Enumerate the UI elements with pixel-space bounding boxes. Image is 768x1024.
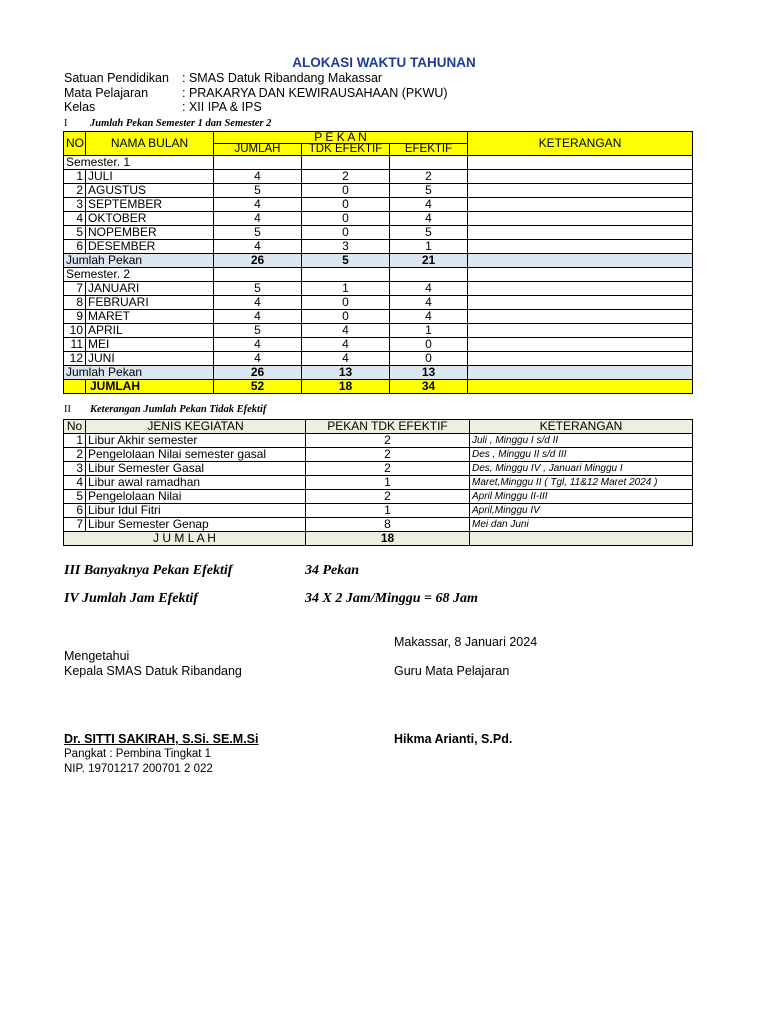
activity-no: 5 bbox=[64, 490, 86, 504]
activity-name: Pengelolaan Nilai semester gasal bbox=[86, 448, 306, 462]
principal-name: Dr. SITTI SAKIRAH, S.Si. SE.M.Si bbox=[64, 732, 259, 746]
month-no: 10 bbox=[64, 324, 86, 338]
section-title: Jumlah Pekan Semester 1 dan Semester 2 bbox=[90, 118, 272, 129]
month-efektif: 5 bbox=[390, 226, 468, 240]
section2-heading bbox=[64, 404, 266, 415]
month-row bbox=[64, 338, 693, 352]
month-efektif: 4 bbox=[390, 212, 468, 226]
section2-total-label: J U M L A H bbox=[64, 532, 306, 546]
info-value: : PRAKARYA DAN KEWIRAUSAHAAN (PKWU) bbox=[182, 86, 448, 100]
month-name: DESEMBER bbox=[86, 240, 214, 254]
month-jumlah: 5 bbox=[214, 226, 302, 240]
info-class bbox=[64, 100, 262, 114]
activity-row bbox=[64, 462, 693, 476]
activity-name: Pengelolaan Nilai bbox=[86, 490, 306, 504]
activity-no: 1 bbox=[64, 434, 86, 448]
activity-pekan: 2 bbox=[306, 462, 470, 476]
header-no: NO bbox=[64, 132, 86, 156]
month-jumlah: 4 bbox=[214, 212, 302, 226]
activity-keterangan: Des, Minggu IV , Januari Minggu I bbox=[470, 462, 693, 476]
section2-total-pekan: 18 bbox=[306, 532, 470, 546]
month-row bbox=[64, 240, 693, 254]
month-name: NOPEMBER bbox=[86, 226, 214, 240]
activity-keterangan: Maret,Minggu II ( Tgl, 11&12 Maret 2024 ) bbox=[470, 476, 693, 490]
month-keterangan bbox=[468, 296, 693, 310]
month-efektif: 0 bbox=[390, 338, 468, 352]
activity-row bbox=[64, 434, 693, 448]
month-keterangan bbox=[468, 170, 693, 184]
month-tdk-efektif: 0 bbox=[302, 310, 390, 324]
month-name: APRIL bbox=[86, 324, 214, 338]
semester2-label: Semester. 2 bbox=[64, 268, 214, 282]
month-name: MEI bbox=[86, 338, 214, 352]
activity-pekan: 2 bbox=[306, 448, 470, 462]
month-keterangan bbox=[468, 282, 693, 296]
month-no: 9 bbox=[64, 310, 86, 324]
grand-total-efektif: 34 bbox=[390, 380, 468, 394]
activity-no: 2 bbox=[64, 448, 86, 462]
month-tdk-efektif: 4 bbox=[302, 324, 390, 338]
activity-name: Libur Semester Gasal bbox=[86, 462, 306, 476]
activity-no: 4 bbox=[64, 476, 86, 490]
info-label: Mata Pelajaran bbox=[64, 86, 149, 100]
activity-keterangan: Des , Minggu II s/d III bbox=[470, 448, 693, 462]
month-tdk-efektif: 0 bbox=[302, 226, 390, 240]
principal-title: Kepala SMAS Datuk Ribandang bbox=[64, 664, 242, 678]
header-keterangan: KETERANGAN bbox=[470, 420, 693, 434]
month-no: 11 bbox=[64, 338, 86, 352]
month-row bbox=[64, 282, 693, 296]
month-name: JUNI bbox=[86, 352, 214, 366]
semester1-total-tdk: 5 bbox=[302, 254, 390, 268]
teacher-title: Guru Mata Pelajaran bbox=[394, 664, 510, 678]
month-efektif: 5 bbox=[390, 184, 468, 198]
activity-name: Libur awal ramadhan bbox=[86, 476, 306, 490]
month-keterangan bbox=[468, 184, 693, 198]
activity-pekan: 8 bbox=[306, 518, 470, 532]
month-jumlah: 4 bbox=[214, 240, 302, 254]
month-jumlah: 4 bbox=[214, 198, 302, 212]
month-efektif: 4 bbox=[390, 198, 468, 212]
month-keterangan bbox=[468, 240, 693, 254]
month-tdk-efektif: 0 bbox=[302, 184, 390, 198]
grand-total-tdk: 18 bbox=[302, 380, 390, 394]
month-name: FEBRUARI bbox=[86, 296, 214, 310]
semester1-label: Semester. 1 bbox=[64, 156, 214, 170]
month-keterangan bbox=[468, 310, 693, 324]
month-efektif: 4 bbox=[390, 296, 468, 310]
header-pekan: P E K A N bbox=[214, 132, 468, 144]
month-row bbox=[64, 198, 693, 212]
month-tdk-efektif: 0 bbox=[302, 212, 390, 226]
header-jumlah: JUMLAH bbox=[214, 144, 302, 156]
header-jenis-kegiatan: JENIS KEGIATAN bbox=[86, 420, 306, 434]
info-label: Kelas bbox=[64, 100, 96, 114]
month-jumlah: 4 bbox=[214, 310, 302, 324]
info-subject bbox=[64, 86, 448, 100]
activity-keterangan: Juli , Minggu I s/d II bbox=[470, 434, 693, 448]
month-row bbox=[64, 310, 693, 324]
month-no: 6 bbox=[64, 240, 86, 254]
activity-pekan: 1 bbox=[306, 476, 470, 490]
month-row bbox=[64, 226, 693, 240]
month-name: JANUARI bbox=[86, 282, 214, 296]
info-label: Satuan Pendidikan bbox=[64, 71, 169, 85]
month-tdk-efektif: 3 bbox=[302, 240, 390, 254]
semester2-total-label: Jumlah Pekan bbox=[64, 366, 214, 380]
activity-row bbox=[64, 518, 693, 532]
month-no: 8 bbox=[64, 296, 86, 310]
principal-rank: Pangkat : Pembina Tingkat 1 bbox=[64, 748, 212, 760]
table-non-effective bbox=[63, 419, 693, 546]
teacher-name: Hikma Arianti, S.Pd. bbox=[394, 732, 513, 746]
semester2-total-jumlah: 26 bbox=[214, 366, 302, 380]
month-efektif: 2 bbox=[390, 170, 468, 184]
activity-row bbox=[64, 448, 693, 462]
activity-row bbox=[64, 490, 693, 504]
month-efektif: 4 bbox=[390, 282, 468, 296]
activity-pekan: 2 bbox=[306, 434, 470, 448]
month-jumlah: 5 bbox=[214, 324, 302, 338]
section3-label: III Banyaknya Pekan Efektif bbox=[64, 563, 233, 578]
month-keterangan bbox=[468, 198, 693, 212]
semester1-total-jumlah: 26 bbox=[214, 254, 302, 268]
activity-no: 3 bbox=[64, 462, 86, 476]
activity-row bbox=[64, 476, 693, 490]
month-name: OKTOBER bbox=[86, 212, 214, 226]
month-row bbox=[64, 212, 693, 226]
month-tdk-efektif: 4 bbox=[302, 338, 390, 352]
month-jumlah: 4 bbox=[214, 170, 302, 184]
month-jumlah: 4 bbox=[214, 352, 302, 366]
section-number: II bbox=[64, 404, 71, 415]
header-no: No bbox=[64, 420, 86, 434]
principal-nip: NIP. 19701217 200701 2 022 bbox=[64, 763, 213, 775]
grand-total-jumlah: 52 bbox=[214, 380, 302, 394]
month-jumlah: 5 bbox=[214, 282, 302, 296]
month-row bbox=[64, 324, 693, 338]
activity-row bbox=[64, 504, 693, 518]
month-keterangan bbox=[468, 226, 693, 240]
month-keterangan bbox=[468, 212, 693, 226]
month-no: 4 bbox=[64, 212, 86, 226]
activity-keterangan: April Minggu II-III bbox=[470, 490, 693, 504]
activity-pekan: 1 bbox=[306, 504, 470, 518]
month-name: AGUSTUS bbox=[86, 184, 214, 198]
month-keterangan bbox=[468, 352, 693, 366]
header-nama-bulan: NAMA BULAN bbox=[86, 132, 214, 156]
month-no: 2 bbox=[64, 184, 86, 198]
section4-label: IV Jumlah Jam Efektif bbox=[64, 591, 198, 606]
grand-total-label: JUMLAH bbox=[86, 380, 214, 394]
activity-name: Libur Semester Genap bbox=[86, 518, 306, 532]
month-row bbox=[64, 352, 693, 366]
month-no: 1 bbox=[64, 170, 86, 184]
month-jumlah: 5 bbox=[214, 184, 302, 198]
month-name: JULI bbox=[86, 170, 214, 184]
document-title: ALOKASI WAKTU TAHUNAN bbox=[292, 55, 476, 70]
month-tdk-efektif: 0 bbox=[302, 296, 390, 310]
month-no: 3 bbox=[64, 198, 86, 212]
semester2-total-efektif: 13 bbox=[390, 366, 468, 380]
header-efektif: EFEKTIF bbox=[390, 144, 468, 156]
table-weeks bbox=[63, 131, 693, 394]
activity-keterangan: April,Minggu IV bbox=[470, 504, 693, 518]
month-keterangan bbox=[468, 324, 693, 338]
month-row bbox=[64, 170, 693, 184]
header-keterangan: KETERANGAN bbox=[468, 132, 693, 156]
month-tdk-efektif: 4 bbox=[302, 352, 390, 366]
month-efektif: 0 bbox=[390, 352, 468, 366]
activity-no: 6 bbox=[64, 504, 86, 518]
month-tdk-efektif: 0 bbox=[302, 198, 390, 212]
semester1-total-label: Jumlah Pekan bbox=[64, 254, 214, 268]
acknowledged-label: Mengetahui bbox=[64, 649, 130, 663]
activity-name: Libur Akhir semester bbox=[86, 434, 306, 448]
info-value: : SMAS Datuk Ribandang Makassar bbox=[182, 71, 383, 85]
month-tdk-efektif: 2 bbox=[302, 170, 390, 184]
info-school bbox=[64, 71, 382, 85]
info-value: : XII IPA & IPS bbox=[182, 100, 262, 114]
semester2-total-tdk: 13 bbox=[302, 366, 390, 380]
section1-heading bbox=[64, 118, 271, 129]
month-efektif: 1 bbox=[390, 324, 468, 338]
month-jumlah: 4 bbox=[214, 296, 302, 310]
month-efektif: 4 bbox=[390, 310, 468, 324]
month-no: 5 bbox=[64, 226, 86, 240]
header-pekan-tdk-efektif: PEKAN TDK EFEKTIF bbox=[306, 420, 470, 434]
month-name: MARET bbox=[86, 310, 214, 324]
month-tdk-efektif: 1 bbox=[302, 282, 390, 296]
month-keterangan bbox=[468, 338, 693, 352]
activity-keterangan: Mei dan Juni bbox=[470, 518, 693, 532]
section-number: I bbox=[64, 118, 68, 129]
activity-pekan: 2 bbox=[306, 490, 470, 504]
month-row bbox=[64, 296, 693, 310]
month-row bbox=[64, 184, 693, 198]
header-tdk-efektif: TDK EFEKTIF bbox=[302, 144, 390, 156]
month-efektif: 1 bbox=[390, 240, 468, 254]
month-no: 7 bbox=[64, 282, 86, 296]
activity-name: Libur Idul Fitri bbox=[86, 504, 306, 518]
month-jumlah: 4 bbox=[214, 338, 302, 352]
section4-value: 34 X 2 Jam/Minggu = 68 Jam bbox=[305, 591, 478, 606]
section3-value: 34 Pekan bbox=[305, 563, 360, 578]
semester1-total-efektif: 21 bbox=[390, 254, 468, 268]
month-name: SEPTEMBER bbox=[86, 198, 214, 212]
activity-no: 7 bbox=[64, 518, 86, 532]
section-title: Keterangan Jumlah Pekan Tidak Efektif bbox=[90, 404, 267, 415]
month-no: 12 bbox=[64, 352, 86, 366]
place-date: Makassar, 8 Januari 2024 bbox=[394, 635, 538, 649]
